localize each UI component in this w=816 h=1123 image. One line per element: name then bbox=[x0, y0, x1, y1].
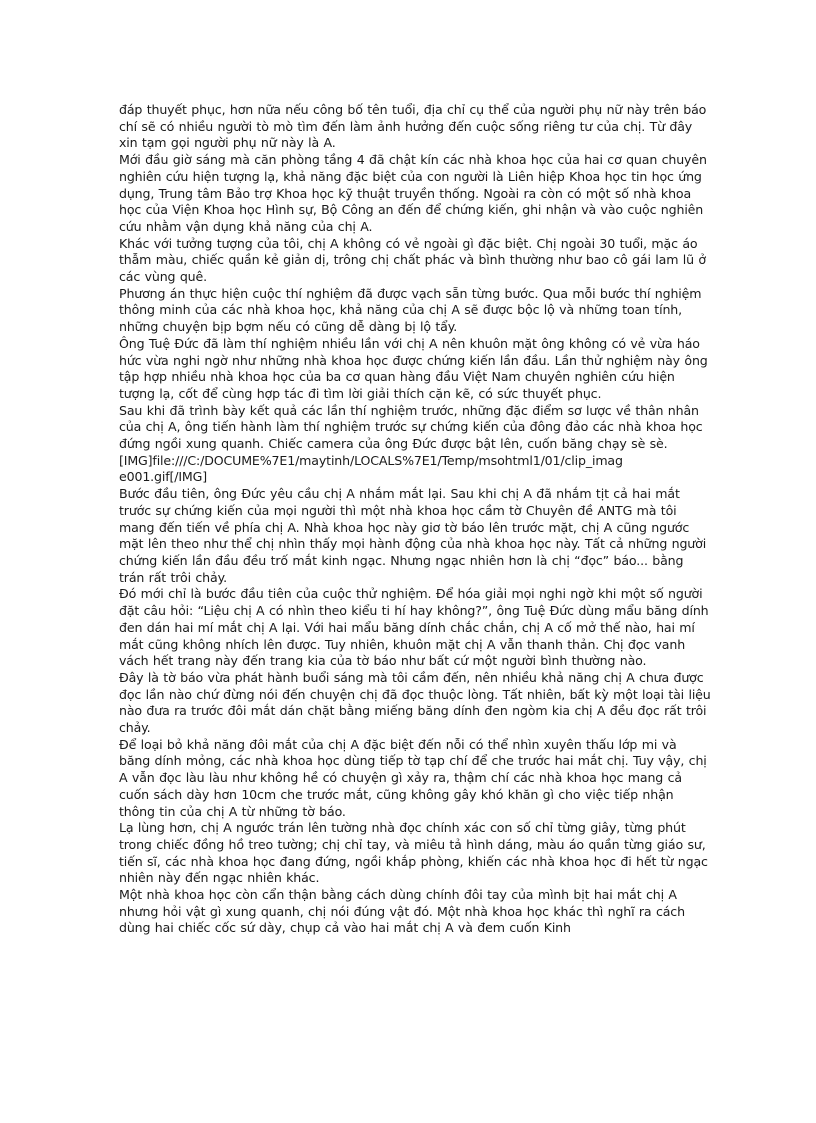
paragraph: Bước đầu tiên, ông Đức yêu cầu chị A nhắm mắt lại. Sau khi chị A đã nhắm tịt cả hai mắt trước sự chứng kiến của mọi người thì một nhà khoa học cầm tờ Chuyên đề ANTG mà tôi mang đến tiến về phía chị A. Nhà khoa học này giơ tờ báo lên trước mặt, chị A cũng ngước mặt lên theo như thể chị nhìn thấy mọi hành động của nhà khoa học này. Tất cả những người chứng kiến lần đầu đều trố mắt kinh ngạc. Nhưng ngạc nhiên hơn là chị “đọc” báo... bằng trán rất trôi chảy. bbox=[119, 486, 707, 585]
paragraph: Đây là tờ báo vừa phát hành buổi sáng mà tôi cầm đến, nên nhiều khả năng chị A chưa được đọc lần nào chứ đừng nói đến chuyện chị đã đọc thuộc lòng. Tất nhiên, bất kỳ một loại tài liệu nào đưa ra trước đôi mắt dán chặt bằng miếng băng dính đen ngòm kia chị A đều đọc rất trôi chảy. bbox=[119, 669, 711, 736]
document-page bbox=[119, 102, 711, 937]
paragraph: đáp thuyết phục, hơn nữa nếu công bố tên tuổi, địa chỉ cụ thể của người phụ nữ này trên báo chí sẽ có nhiều người tò mò tìm đến làm ảnh hưởng đến cuộc sống riêng tư của chị. Từ đây xin tạm gọi người phụ nữ này là A. bbox=[119, 102, 707, 151]
paragraph: Mới đầu giờ sáng mà căn phòng tầng 4 đã chật kín các nhà khoa học của hai cơ quan chuyên nghiên cứu hiện tượng lạ, khả năng đặc biệt của con người là Liên hiệp Khoa học tin học ứng dụng, Trung tâm Bảo trợ Khoa học kỹ thuật truyền thống. Ngoài ra còn có một số nhà khoa học của Viện Khoa học Hình sự, Bộ Công an đến để chứng kiến, ghi nhận và vào cuộc nghiên cứu nhằm vận dụng khả năng của chị A. bbox=[119, 152, 707, 234]
paragraph: Khác với tưởng tượng của tôi, chị A không có vẻ ngoài gì đặc biệt. Chị ngoài 30 tuổi, mặc áo thẫm màu, chiếc quần kẻ giản dị, trông chị chất phác và bình thường như bao cô gái lam lũ ở các vùng quê. bbox=[119, 235, 706, 285]
paragraph: Một nhà khoa học còn cẩn thận bằng cách dùng chính đôi tay của mình bịt hai mắt chị A nhưng hỏi vật gì xung quanh, chị nói đúng vật đó. Một nhà khoa học khác thì nghĩ ra cách dùng hai chiếc cốc sứ dày, chụp cả vào hai mắt chị A và đem cuốn Kinh bbox=[119, 887, 685, 936]
paragraph: Đó mới chỉ là bước đầu tiên của cuộc thử nghiệm. Để hóa giải mọi nghi ngờ khi một số người đặt câu hỏi: “Liệu chị A có nhìn theo kiểu ti hí hay không?”, ông Tuệ Đức dùng mẩu băng dính đen dán hai mí mắt chị A lại. Với hai mẩu băng dính chắc chắn, chị A cố mở thế nào, hai mí mắt cũng không nhích lên được. Tuy nhiên, khuôn mặt chị A vẫn thanh thản. Chị đọc vanh vách hết trang này đến trang kia của tờ báo như bất cứ một người bình thường nào. bbox=[119, 586, 709, 669]
paragraph: Để loại bỏ khả năng đôi mắt của chị A đặc biệt đến nỗi có thể nhìn xuyên thấu lớp mi và băng dính mỏng, các nhà khoa học dùng tiếp tờ tạp chí để che trước hai mắt chị. Tuy vậy, chị A vẫn đọc làu làu như không hề có chuyện gì xảy ra, thậm chí các nhà khoa học mang cả cuốn sách dày hơn 10cm che trước mắt, cũng không gây khó khăn gì cho việc tiếp nhận thông tin của chị A từ những tờ báo. bbox=[119, 736, 707, 819]
paragraph: Lạ lùng hơn, chị A ngước trán lên tường nhà đọc chính xác con số chỉ từng giây, từng phút trong chiếc đồng hồ treo tường; chị chỉ tay, và miêu tả hình dáng, màu áo quần từng giáo sư, tiến sĩ, các nhà khoa học đang đứng, ngồi khắp phòng, khiến các nhà khoa học đi hết từ ngạc nhiên này đến ngạc nhiên khác. bbox=[119, 820, 708, 886]
image-placeholder-text: [IMG]file:///C:/DOCUME%7E1/maytinh/LOCALS%7E1/Temp/msohtml1/01/clip_imag e001.gif[/IMG] bbox=[119, 452, 623, 485]
paragraph: Ông Tuệ Đức đã làm thí nghiệm nhiều lần với chị A nên khuôn mặt ông không có vẻ vừa háo hức vừa nghi ngờ như những nhà khoa học được chứng kiến lần đầu. Lần thử nghiệm này ông tập hợp nhiều nhà khoa học của ba cơ quan hàng đầu Việt Nam chuyên nghiên cứu hiện tượng lạ, cốt để cùng hợp tác đi tìm lời giải thích cặn kẽ, có sức thuyết phục. bbox=[119, 335, 708, 401]
paragraph: Phương án thực hiện cuộc thí nghiệm đã được vạch sẵn từng bước. Qua mỗi bước thí nghiệm thông minh của các nhà khoa học, khả năng của chị A sẽ được bộc lộ và những toan tính, những chuyện bịp bợm nếu có cũng dễ dàng bị lộ tẩy. bbox=[119, 285, 702, 335]
paragraph: Sau khi đã trình bày kết quả các lần thí nghiệm trước, những đặc điểm sơ lược về thân nhân của chị A, ông tiến hành làm thí nghiệm trước sự chứng kiến của đông đảo các nhà khoa học đứng ngồi xung quanh. Chiếc camera của ông Đức được bật lên, cuốn băng chạy sè sè. bbox=[119, 402, 703, 452]
